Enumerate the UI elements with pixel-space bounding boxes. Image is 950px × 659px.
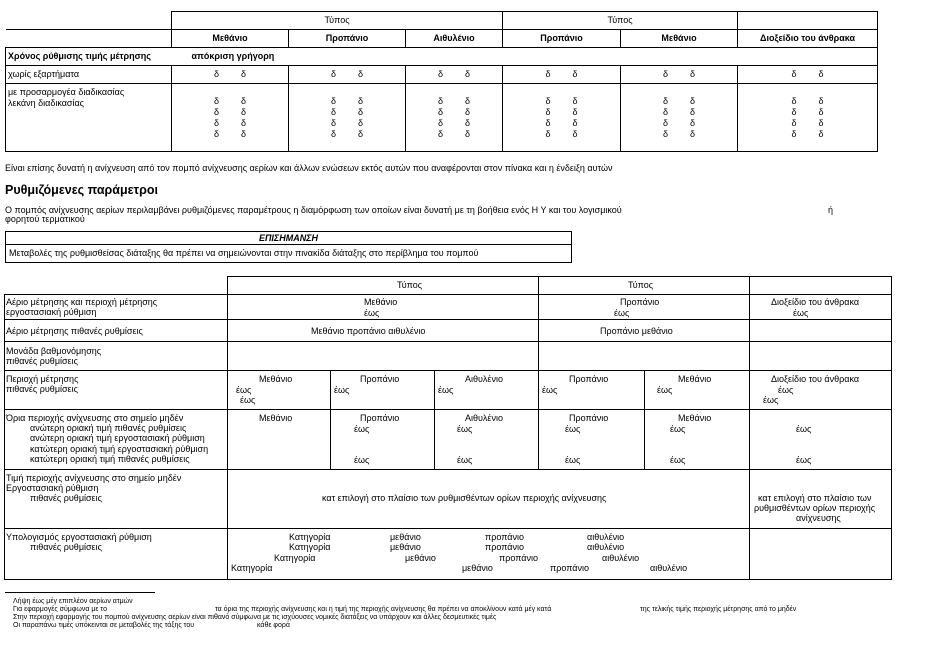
subheader-methane-2: Μεθάνιο	[621, 30, 738, 48]
type-header-right: Τύπος	[503, 12, 738, 30]
r1-co2: Διοξείδιο του άνθρακα	[771, 297, 860, 307]
r5-methane-2-to-2: έως	[670, 455, 686, 465]
r5-label-3: ανώτερη οριακή τιμή εργοστασιακή ρύθμιση	[30, 433, 205, 443]
r7-cat-2: Κατηγορία	[289, 542, 331, 552]
r5-propane: Προπάνιο	[360, 413, 400, 423]
delta: δ	[213, 129, 219, 139]
delta: δ	[330, 69, 336, 79]
delta-row	[792, 96, 824, 107]
cell-ad-2	[289, 84, 406, 152]
delta: δ	[437, 118, 443, 128]
delta: δ	[545, 69, 551, 79]
response-time-label: Χρόνος ρύθμισης τιμής μέτρησης	[8, 51, 151, 61]
delta: δ	[213, 118, 219, 128]
r5-propane-2: Προπάνιο	[569, 413, 609, 423]
delta-row	[663, 118, 695, 129]
r4-methane-2: Μεθάνιο	[678, 374, 712, 384]
delta: δ	[818, 118, 824, 128]
r1-propane-to: έως	[614, 308, 630, 318]
delta-grid	[740, 84, 875, 140]
delta-row	[546, 107, 578, 118]
r5-propane-2-to-1: έως	[565, 424, 581, 434]
delta: δ	[690, 129, 696, 139]
delta: δ	[663, 107, 669, 117]
response-time-row	[6, 48, 878, 66]
subheader-co2: Διοξείδιο του άνθρακα	[738, 30, 878, 48]
delta: δ	[330, 107, 336, 117]
r5-label-4: κατώτερη οριακή τιμή εργοστασιακή ρύθμιση	[30, 444, 209, 454]
delta-row	[663, 107, 695, 118]
params-paragraph-1: Ο πομπός ανίχνευσης αερίων περιλαμβάνει ρυθμιζόμενες παραμέτρους η διαμόρφωση των οποίων είναι δυνατή με τη βοήθεια ενός Η Υ και του λογισμικού	[5, 205, 622, 215]
r7-cat-2-methane: μεθάνιο	[390, 542, 421, 552]
r7-label-1: Υπολογισμός εργοστασιακή ρύθμιση	[6, 532, 152, 542]
r1-propane: Προπάνιο	[620, 297, 660, 307]
delta-row	[331, 118, 363, 129]
delta: δ	[465, 129, 471, 139]
r5-label-2: ανώτερη οριακή τιμή πιθανές ρυθμίσεις	[30, 423, 187, 433]
delta-row	[214, 96, 246, 107]
r5-methane-2-to-1: έως	[670, 424, 686, 434]
r7-cat-4: Κατηγορία	[231, 563, 273, 573]
delta: δ	[572, 129, 578, 139]
delta: δ	[791, 129, 797, 139]
delta-grid	[174, 84, 286, 140]
r4-methane-2-to: έως	[657, 385, 673, 395]
delta-row	[438, 107, 470, 118]
corner-cell	[6, 12, 172, 30]
subheader-propane-2: Προπάνιο	[503, 30, 621, 48]
r7-cat-4-methane: μεθάνιο	[462, 563, 493, 573]
delta: δ	[213, 69, 219, 79]
params-paragraph-trail: ή	[828, 205, 834, 215]
delta-row	[546, 118, 578, 129]
r7-cat-1-propane: προπάνιο	[485, 532, 524, 542]
cell-na-6	[738, 66, 878, 84]
delta: δ	[358, 129, 364, 139]
r3-label-1: Μονάδα βαθμονόμησης	[6, 346, 102, 356]
r4-co2-to-1: έως	[778, 385, 794, 395]
delta: δ	[791, 96, 797, 106]
delta: δ	[791, 69, 797, 79]
delta: δ	[572, 107, 578, 117]
r4-ethylene-to: έως	[438, 385, 454, 395]
delta: δ	[572, 96, 578, 106]
footnote-divider	[5, 592, 155, 593]
r5-co2-to-2: έως	[796, 455, 812, 465]
detection-note: Είναι επίσης δυνατή η ανίχνευση από τον πομπό ανίχνευσης αερίων και άλλων ενώσεων εκτός αυτών που αναφέρονται στον πίνακα και η ένδειξη αυτών	[5, 163, 613, 173]
r4-methane-to-1: έως	[236, 385, 252, 395]
t2-type-header-right: Τύπος	[628, 280, 654, 290]
response-time-table	[5, 11, 878, 152]
delta: δ	[690, 107, 696, 117]
r4-co2: Διοξείδιο του άνθρακα	[771, 374, 860, 384]
delta: δ	[690, 118, 696, 128]
r6-right-2: ρυθμισθέντων ορίων περιοχής	[754, 503, 876, 513]
delta: δ	[358, 69, 364, 79]
r2-label: Αέριο μέτρησης πιθανές ρυθμίσεις	[6, 326, 143, 336]
delta-grid	[291, 84, 403, 140]
adapter-label	[6, 84, 172, 152]
r3-label-2: πιθανές ρυθμίσεις	[6, 356, 78, 366]
adapter-label-1: με προσαρμογέα διαδικασίας	[8, 87, 125, 97]
delta: δ	[545, 118, 551, 128]
r7-cat-3: Κατηγορία	[274, 553, 316, 563]
r2-right-options: Προπάνιο μεθάνιο	[600, 326, 673, 336]
cell-ad-4	[503, 84, 621, 152]
r7-cat-1-ethylene: αιθυλένιο	[587, 532, 625, 542]
delta-row	[792, 118, 824, 129]
r5-methane: Μεθάνιο	[259, 413, 293, 423]
delta: δ	[358, 118, 364, 128]
t2-type-header-left: Τύπος	[397, 280, 423, 290]
delta: δ	[213, 96, 219, 106]
delta-row	[331, 129, 363, 140]
r4-label-2: πιθανές ρυθμίσεις	[6, 384, 78, 394]
corner-cell-2	[6, 30, 172, 48]
delta: δ	[437, 107, 443, 117]
r5-methane-2: Μεθάνιο	[678, 413, 712, 423]
delta-grid	[623, 84, 735, 140]
r6-right-3: ανίχνευσης	[796, 513, 841, 523]
r6-label-1: Τιμή περιοχής ανίχνευσης στο σημείο μηδέν	[6, 473, 182, 483]
delta: δ	[241, 118, 247, 128]
delta: δ	[465, 69, 471, 79]
delta-row	[546, 129, 578, 140]
delta-row	[214, 107, 246, 118]
r6-main: κατ επιλογή στο πλαίσιο των ρυθμισθέντων ορίων περιοχής ανίχνευσης	[322, 493, 607, 503]
r6-label-3: πιθανές ρυθμίσεις	[30, 493, 102, 503]
delta: δ	[791, 107, 797, 117]
r4-methane-to-2: έως	[240, 395, 256, 405]
delta: δ	[663, 129, 669, 139]
delta: δ	[545, 129, 551, 139]
r7-cat-4-propane: προπάνιο	[550, 563, 589, 573]
r2-left-options: Μεθάνιο προπάνιο αιθυλένιο	[311, 326, 426, 336]
delta-row	[331, 107, 363, 118]
r7-cat-2-propane: προπάνιο	[485, 542, 524, 552]
delta: δ	[213, 107, 219, 117]
settings-table	[4, 276, 892, 580]
r4-propane-2: Προπάνιο	[569, 374, 609, 384]
no-accessories-label: χωρίς εξαρτήματα	[6, 66, 172, 84]
delta: δ	[663, 96, 669, 106]
delta: δ	[545, 107, 551, 117]
delta: δ	[465, 118, 471, 128]
notice-text: Μεταβολές της ρυθμισθείσας διάταξης θα πρέπει να σημειώνονται στην πινακίδα διάταξης στο περίβλημα του πομπού	[9, 248, 479, 258]
r7-cat-4-ethylene: αιθυλένιο	[650, 563, 688, 573]
params-paragraph-2: φορητού τερματικού	[5, 214, 85, 224]
r6-right-1: κατ επιλογή στο πλαίσιο των	[758, 493, 872, 503]
r4-methane: Μεθάνιο	[259, 374, 293, 384]
footnote-2a: Για εφαρμογές σύμφωνα με το	[13, 606, 107, 613]
delta-row	[438, 118, 470, 129]
r5-propane-to-1: έως	[354, 424, 370, 434]
section-title: Ρυθμιζόμενες παράμετροι	[5, 183, 158, 197]
delta: δ	[437, 96, 443, 106]
delta: δ	[663, 118, 669, 128]
delta: δ	[241, 107, 247, 117]
r4-propane-2-to: έως	[542, 385, 558, 395]
delta: δ	[437, 69, 443, 79]
cell-na-5	[621, 66, 738, 84]
cell-ad-3	[406, 84, 503, 152]
r5-label-1: Όρια περιοχής ανίχνευσης στο σημείο μηδέν	[6, 413, 184, 423]
r4-label-1: Περιοχή μέτρησης	[6, 374, 79, 384]
delta-row	[331, 96, 363, 107]
delta: δ	[330, 129, 336, 139]
cell-na-1	[172, 66, 289, 84]
subheader-methane: Μεθάνιο	[172, 30, 289, 48]
r4-ethylene: Αιθυλένιο	[465, 374, 503, 384]
r7-cat-3-ethylene: αιθυλένιο	[602, 553, 640, 563]
r1-co2-to: έως	[793, 308, 809, 318]
cell-ad-5	[621, 84, 738, 152]
delta: δ	[241, 129, 247, 139]
cell-na-3	[406, 66, 503, 84]
delta: δ	[791, 118, 797, 128]
cell-na-4	[503, 66, 621, 84]
subheader-propane: Προπάνιο	[289, 30, 406, 48]
r1-methane-to: έως	[364, 308, 380, 318]
r6-label-2: Εργοστασιακή ρύθμιση	[6, 483, 99, 493]
r1-methane: Μεθάνιο	[364, 297, 398, 307]
r5-ethylene-to-1: έως	[457, 424, 473, 434]
delta-row	[546, 96, 578, 107]
cell-ad-1	[172, 84, 289, 152]
delta: δ	[545, 96, 551, 106]
r1-label-2: εργοστασιακή ρύθμιση	[6, 307, 97, 317]
delta-grid	[408, 84, 500, 140]
delta: δ	[818, 69, 824, 79]
delta: δ	[690, 96, 696, 106]
footnote-3: Στην περιοχή εφαρμογής του πομπού ανίχνευσης αερίων είναι πιθανό σύμφωνα με τις ισχύουσες νομικές διατάξεις να υπάρχουν και άλλες δεσμευτικές τιμές	[13, 614, 497, 621]
delta-row	[792, 107, 824, 118]
r4-propane-to: έως	[334, 385, 350, 395]
delta-row	[663, 96, 695, 107]
r7-cat-3-propane: προπάνιο	[499, 553, 538, 563]
notice-title: ΕΠΙΣΗΜΑΝΣΗ	[6, 232, 571, 245]
r5-propane-2-to-2: έως	[565, 455, 581, 465]
delta: δ	[818, 107, 824, 117]
delta: δ	[241, 96, 247, 106]
r4-co2-to-2: έως	[763, 395, 779, 405]
adapter-label-2: λεκάνη διαδικασίας	[8, 98, 85, 108]
r4-propane: Προπάνιο	[360, 374, 400, 384]
cell-ad-6	[738, 84, 878, 152]
delta: δ	[465, 96, 471, 106]
delta-row	[214, 118, 246, 129]
r5-ethylene: Αιθυλένιο	[465, 413, 503, 423]
type-header-left: Τύπος	[172, 12, 503, 30]
r5-propane-to-2: έως	[354, 455, 370, 465]
delta: δ	[358, 96, 364, 106]
delta: δ	[663, 69, 669, 79]
r7-label-2: πιθανές ρυθμίσεις	[30, 542, 102, 552]
type-header-blank	[738, 12, 878, 30]
delta: δ	[358, 107, 364, 117]
delta: δ	[330, 118, 336, 128]
delta: δ	[818, 96, 824, 106]
delta: δ	[572, 118, 578, 128]
delta-row	[663, 129, 695, 140]
delta: δ	[818, 129, 824, 139]
delta-row	[438, 96, 470, 107]
cell-na-2	[289, 66, 406, 84]
r5-ethylene-to-2: έως	[457, 455, 473, 465]
r7-cat-1-methane: μεθάνιο	[390, 532, 421, 542]
delta: δ	[241, 69, 247, 79]
footnote-2c: της τελικής τιμής περιοχής μέτρησης από το μηδέν	[640, 606, 797, 613]
r5-label-5: κατώτερη οριακή τιμή πιθανές ρυθμίσεις	[30, 454, 190, 464]
delta-row	[438, 129, 470, 140]
footnote-2b: τα όρια της περιοχής ανίχνευσης και η τιμή της περιοχής ανίχνευσης θα πρέπει να αποκλίνουν κατά μέγ κατά	[215, 606, 552, 613]
subheader-ethylene: Αιθυλένιο	[406, 30, 503, 48]
r7-cat-2-ethylene: αιθυλένιο	[587, 542, 625, 552]
r5-co2-to-1: έως	[796, 424, 812, 434]
delta: δ	[690, 69, 696, 79]
delta: δ	[330, 96, 336, 106]
delta: δ	[465, 107, 471, 117]
response-time-value: απόκριση γρήγορη	[191, 51, 275, 61]
r1-label-1: Αέριο μέτρησης και περιοχή μέτρησης	[6, 297, 158, 307]
footnote-1: Λήψη έως μέγ επιπλέον αερίων ατμών	[13, 598, 133, 605]
delta: δ	[437, 129, 443, 139]
footnote-4b: κάθε φορά	[257, 622, 290, 629]
r7-cat-3-methane: μεθάνιο	[405, 553, 436, 563]
delta-grid	[505, 84, 618, 140]
r7-cat-1: Κατηγορία	[289, 532, 331, 542]
footnote-4a: Οι παραπάνω τιμές υπόκεινται σε μεταβολές της τάξης του	[13, 622, 195, 629]
delta-row	[792, 129, 824, 140]
delta-row	[214, 129, 246, 140]
notice-box	[5, 231, 572, 263]
delta: δ	[572, 69, 578, 79]
